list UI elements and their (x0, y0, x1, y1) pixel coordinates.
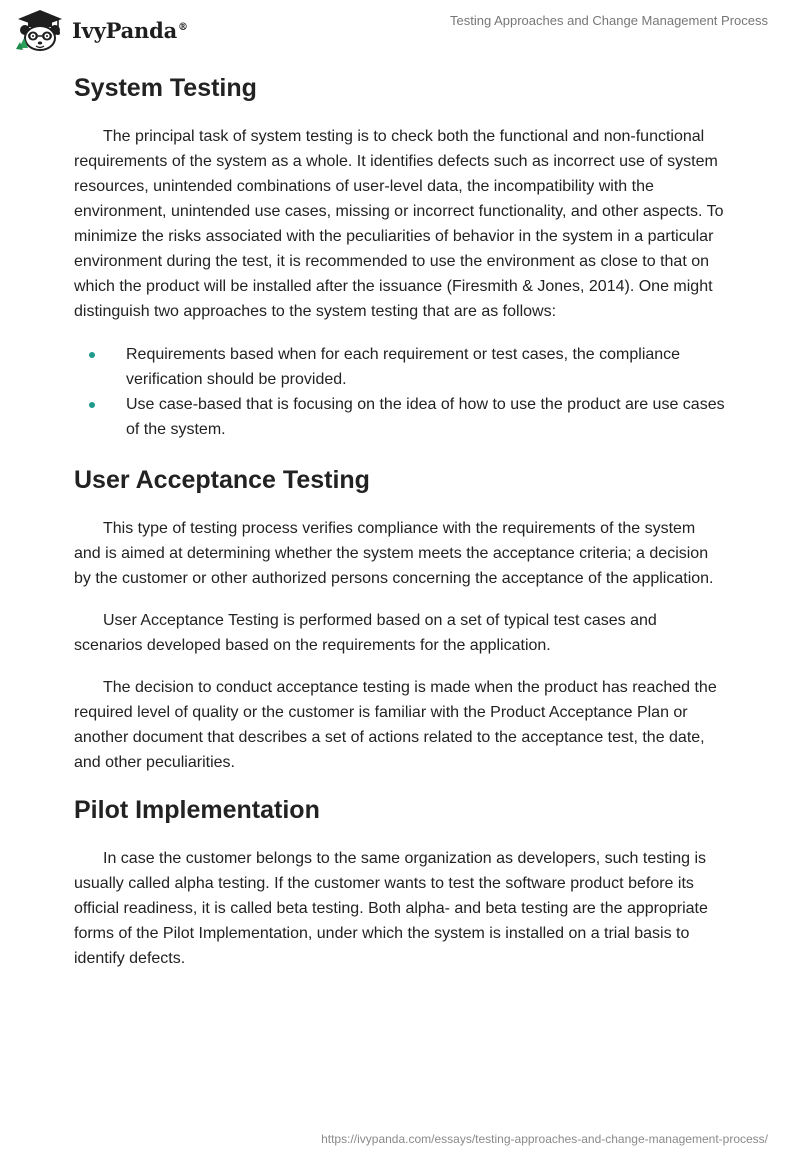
paragraph: The decision to conduct acceptance testing is made when the product has reached the required level of quality or the customer is familiar with the Product Acceptance Plan or another document that describes a set of actions related to the acceptance test, the date, and other peculiarities. (74, 679, 717, 771)
bullet-dot-icon (89, 402, 95, 408)
list-item: Use case-based that is focusing on the idea of how to use the product are use cases of the system. (74, 392, 726, 442)
paragraph: This type of testing process verifies compliance with the requirements of the system and is aimed at determining whether the system meets the acceptance criteria; a decision by the customer or other authorized persons concerning the acceptance of the application. (74, 520, 714, 587)
paragraph: User Acceptance Testing is performed based on a set of typical test cases and scenarios developed based on the requirements for the application. (74, 612, 657, 654)
panda-graduate-icon (14, 8, 66, 52)
ivypanda-logo[interactable] (14, 8, 188, 52)
running-title: Testing Approaches and Change Management Process (450, 13, 768, 28)
bullet-dot-icon (89, 352, 95, 358)
article-body (74, 72, 726, 971)
source-url[interactable]: https://ivypanda.com/essays/testing-approaches-and-change-management-process/ (321, 1132, 768, 1146)
paragraph: In case the customer belongs to the same organization as developers, such testing is usually called alpha testing. If the customer wants to test the software product before its official readiness, it is called beta testing. Both alpha- and beta testing are the appropriate forms of the Pilot Implementation, under which the system is installed on a trial basis to identify defects. (74, 850, 708, 967)
bullet-list (74, 342, 726, 442)
section-heading-system-testing: System Testing (74, 74, 257, 102)
list-item: Requirements based when for each requirement or test cases, the compliance verification should be provided. (74, 342, 726, 392)
brand-name: IvyPanda® (72, 17, 188, 43)
section-heading-pilot-implementation: Pilot Implementation (74, 796, 320, 824)
section-heading-user-acceptance-testing: User Acceptance Testing (74, 466, 370, 494)
registered-mark: ® (178, 21, 188, 33)
paragraph: The principal task of system testing is to check both the functional and non-functional requirements of the system as a whole. It identifies defects such as incorrect use of system resources, unintended combinations of user-level data, the incompatibility with the environment, unintended use cases, missing or incorrect functionality, and other aspects. To minimize the risks associated with the peculiarities of behavior in the system in a particular environment during the test, it is recommended to use the environment as close to that on which the product will be installed after the issuance (Firesmith & Jones, 2014). One might distinguish two approaches to the system testing that are as follows: (74, 128, 724, 320)
page-header (0, 0, 800, 60)
